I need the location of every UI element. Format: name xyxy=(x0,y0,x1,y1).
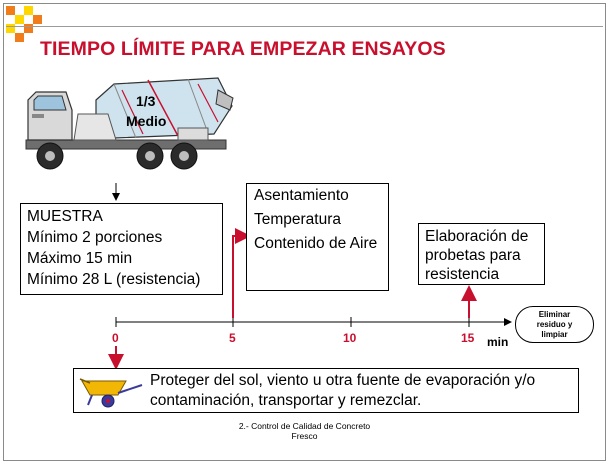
footer-line: Fresco xyxy=(291,431,318,441)
tick-label-0: 0 xyxy=(112,331,119,345)
time-unit-label: min xyxy=(487,335,509,349)
truck-fraction: 1/3 xyxy=(136,93,156,109)
muestra-line: Máximo 15 min xyxy=(27,250,133,267)
muestra-line: Mínimo 2 porciones xyxy=(27,229,163,246)
proteger-box xyxy=(73,368,579,413)
tick-label-5: 5 xyxy=(229,331,236,345)
elaboracion-line: probetas para xyxy=(425,247,521,264)
tests-line: Asentamiento xyxy=(254,187,349,204)
tests-red-arrow xyxy=(233,236,243,318)
slide-title: TIEMPO LÍMITE PARA EMPEZAR ENSAYOS xyxy=(40,38,446,60)
tests-box xyxy=(246,183,389,291)
muestra-line: MUESTRA xyxy=(27,208,103,225)
wheelbarrow-icon xyxy=(78,373,146,409)
muestra-box xyxy=(20,203,223,295)
proteger-line: contaminación, transportar y remezclar. xyxy=(150,392,422,409)
truck-position: Medio xyxy=(126,113,167,129)
muestra-line: Mínimo 28 L (resistencia) xyxy=(27,271,201,288)
elaboracion-line: resistencia xyxy=(425,266,500,283)
footer xyxy=(0,421,609,441)
eliminar-residuo-label: Eliminar residuo y limpiar xyxy=(536,310,573,339)
tick-label-10: 10 xyxy=(343,331,357,345)
proteger-line: Proteger del sol, viento u otra fuente de evaporación y/o xyxy=(150,372,536,389)
tick-label-15: 15 xyxy=(461,331,475,345)
eliminar-residuo-oval xyxy=(515,306,594,343)
tests-line: Contenido de Aire xyxy=(254,235,378,252)
elaboracion-box xyxy=(418,223,545,285)
footer-line: 2.- Control de Calidad de Concreto xyxy=(238,421,371,431)
tests-line: Temperatura xyxy=(254,211,342,228)
elaboracion-line: Elaboración de xyxy=(425,228,529,245)
